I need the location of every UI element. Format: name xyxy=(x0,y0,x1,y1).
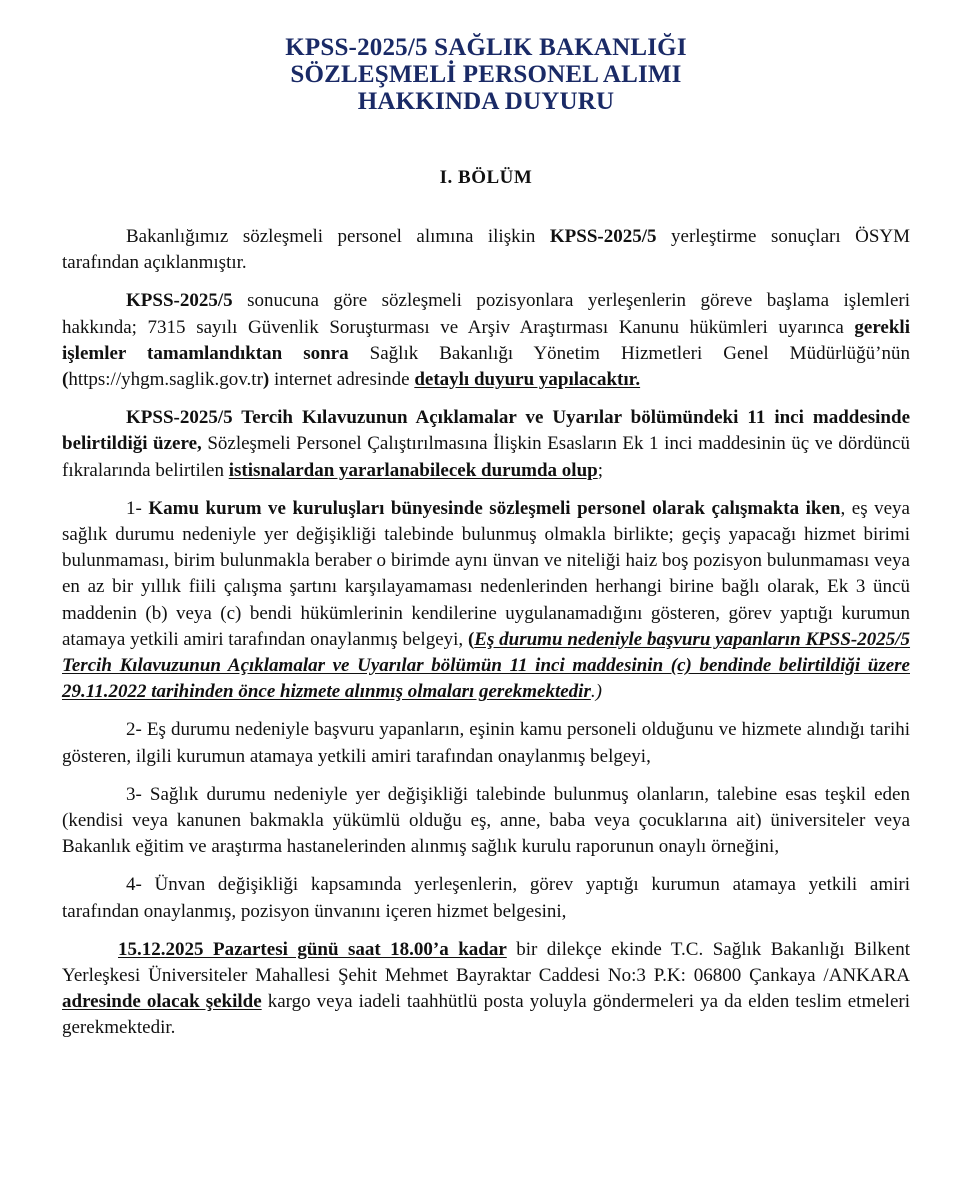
p3-semicolon: ; xyxy=(597,459,603,481)
p2-exam-code: KPSS-2025/5 xyxy=(126,290,233,312)
section-heading: I. BÖLÜM xyxy=(439,167,533,188)
p2-text-d: Sağlık Bakanlığı Yönetim Hizmetleri Genel Müdürlüğü’nün xyxy=(348,342,911,364)
p2-paren-close: ) xyxy=(262,369,270,391)
p2-underlined-notice: detaylı duyuru yapılacaktır. xyxy=(414,369,641,391)
paragraph-results xyxy=(62,224,910,276)
item1-number: 1- xyxy=(126,497,149,519)
item1-italic-note: Eş durumu nedeniyle başvuru yapanların KPSS-2025/5 Tercih Kılavuzunun Açıklamalar ve Uyarılar bölümün 11 inci maddesinin (c) bendinde belirtildiği üzere 29.11.2022 tarihinden önce hizmete alınmış olmaları gerekmektedir xyxy=(62,628,911,703)
list-item-2 xyxy=(62,717,910,769)
p1-text-c: yerleştirme sonuçları ÖSYM tarafından açıklanmıştır. xyxy=(62,226,910,274)
title-line-1: KPSS-2025/5 SAĞLIK BAKANLIĞI xyxy=(285,34,687,61)
p3-underlined: istisnalardan yararlanabilecek durumda olup xyxy=(228,459,598,481)
paragraph-deadline xyxy=(62,937,910,1042)
paragraph-procedures xyxy=(62,288,910,393)
list-item-1 xyxy=(62,496,910,706)
p3-text-b: Sözleşmeli Personel Çalıştırılmasına İlişkin Esasların Ek 1 inci maddesinin üç ve dördüncü fıkralarında belirtilen xyxy=(62,433,910,481)
item1-paren-close: .) xyxy=(590,681,602,703)
list-item-3 xyxy=(62,782,910,861)
deadline-underlined: adresinde olacak şekilde xyxy=(62,991,262,1013)
p2-text-b: sonucuna göre sözleşmeli pozisyonlara yerleşenlerin göreve başlama işlemleri hakkında; 7315 sayılı Güvenlik Soruşturması ve Arşiv Araştırması Kanunu hükümleri uyarınca xyxy=(62,290,910,338)
item1-text: , eş veya sağlık durumu nedeniyle yer değişikliği talebinde bulunmuş olmakla birlikte; geçiş yapacağı hizmet birimi bulunmaması, birim bulunmakla beraber o birimde aynı ünvan ve niteliği haiz boş pozisyon bulunmaması veya en az bir yıllık fiili çalışma şartını karşılayamaması nedenlerinden herhangi birine bağlı olarak, Ek 3 üncü maddenin (b) veya (c) bendi hükümlerinin kendilerine uygulanamadığını gösteren, görev yaptığı kurumun atamaya yetkili amiri tarafından onaylanmış belgeyi, xyxy=(62,497,910,650)
item4-text: Ünvan değişikliği kapsamında yerleşenlerin, görev yaptığı kurumun atamaya yetkili amiri tarafından onaylanmış, pozisyon ünvanını içeren hizmet belgesini, xyxy=(62,874,910,922)
p2-url: https://yhgm.saglik.gov.tr xyxy=(68,369,263,391)
deadline-address: bir dilekçe ekinde T.C. Sağlık Bakanlığı Bilkent Yerleşkesi Üniversiteler Mahallesi Şehit Mehmet Bayraktar Caddesi No:3 P.K: 06800 Çankaya /ANKARA xyxy=(62,938,910,987)
item2-number: 2- xyxy=(126,719,147,741)
item3-text: Sağlık durumu nedeniyle yer değişikliği talebinde bulunmuş olanların, talebine esas teşkil eden (kendisi veya kanunen bakmakla yükümlü olduğu eş, anne, baba veya çocuklarına ait) üniversiteler veya Bakanlık eğitim ve araştırma hastanelerinden alınmış sağlık kurulu raporunun onaylı örneğini, xyxy=(62,783,910,858)
p1-text-a: Bakanlığımız sözleşmeli personel alımına ilişkin xyxy=(126,226,550,247)
deadline-date: 15.12.2025 Pazartesi günü saat 18.00’a kadar xyxy=(118,938,507,960)
p2-emphasis: gerekli işlemler tamamlandıktan sonra xyxy=(62,316,910,364)
item3-number: 3- xyxy=(126,783,150,805)
item1-paren-open: ( xyxy=(467,628,475,650)
p2-text-h: internet adresinde xyxy=(269,369,415,391)
p2-paren-open: ( xyxy=(62,369,69,391)
item4-number: 4- xyxy=(126,874,155,896)
item2-text: Eş durumu nedeniyle başvuru yapanların, eşinin kamu personeli olduğunu ve hizmete alındığı tarihi gösteren, ilgili kurumun atamaya yetkili amiri tarafından onaylanmış belgeyi, xyxy=(62,719,910,767)
item1-bold-lead: Kamu kurum ve kuruluşları bünyesinde sözleşmeli personel olarak çalışmakta iken xyxy=(148,497,841,519)
document-title xyxy=(62,34,910,115)
paragraph-exceptions xyxy=(62,405,910,484)
list-item-4 xyxy=(62,872,910,924)
deadline-text-end: kargo veya iadeli taahhütlü posta yoluyla göndermeleri ya da elden teslim etmeleri gerekmektedir. xyxy=(62,991,910,1039)
p3-bold-lead: KPSS-2025/5 Tercih Kılavuzunun Açıklamalar ve Uyarılar bölümündeki 11 inci maddesinde belirtildiği üzere, xyxy=(62,407,910,455)
title-line-2: SÖZLEŞMELİ PERSONEL ALIMI xyxy=(290,61,682,88)
title-line-3: HAKKINDA DUYURU xyxy=(357,88,615,115)
p1-exam-code: KPSS-2025/5 xyxy=(549,226,657,247)
